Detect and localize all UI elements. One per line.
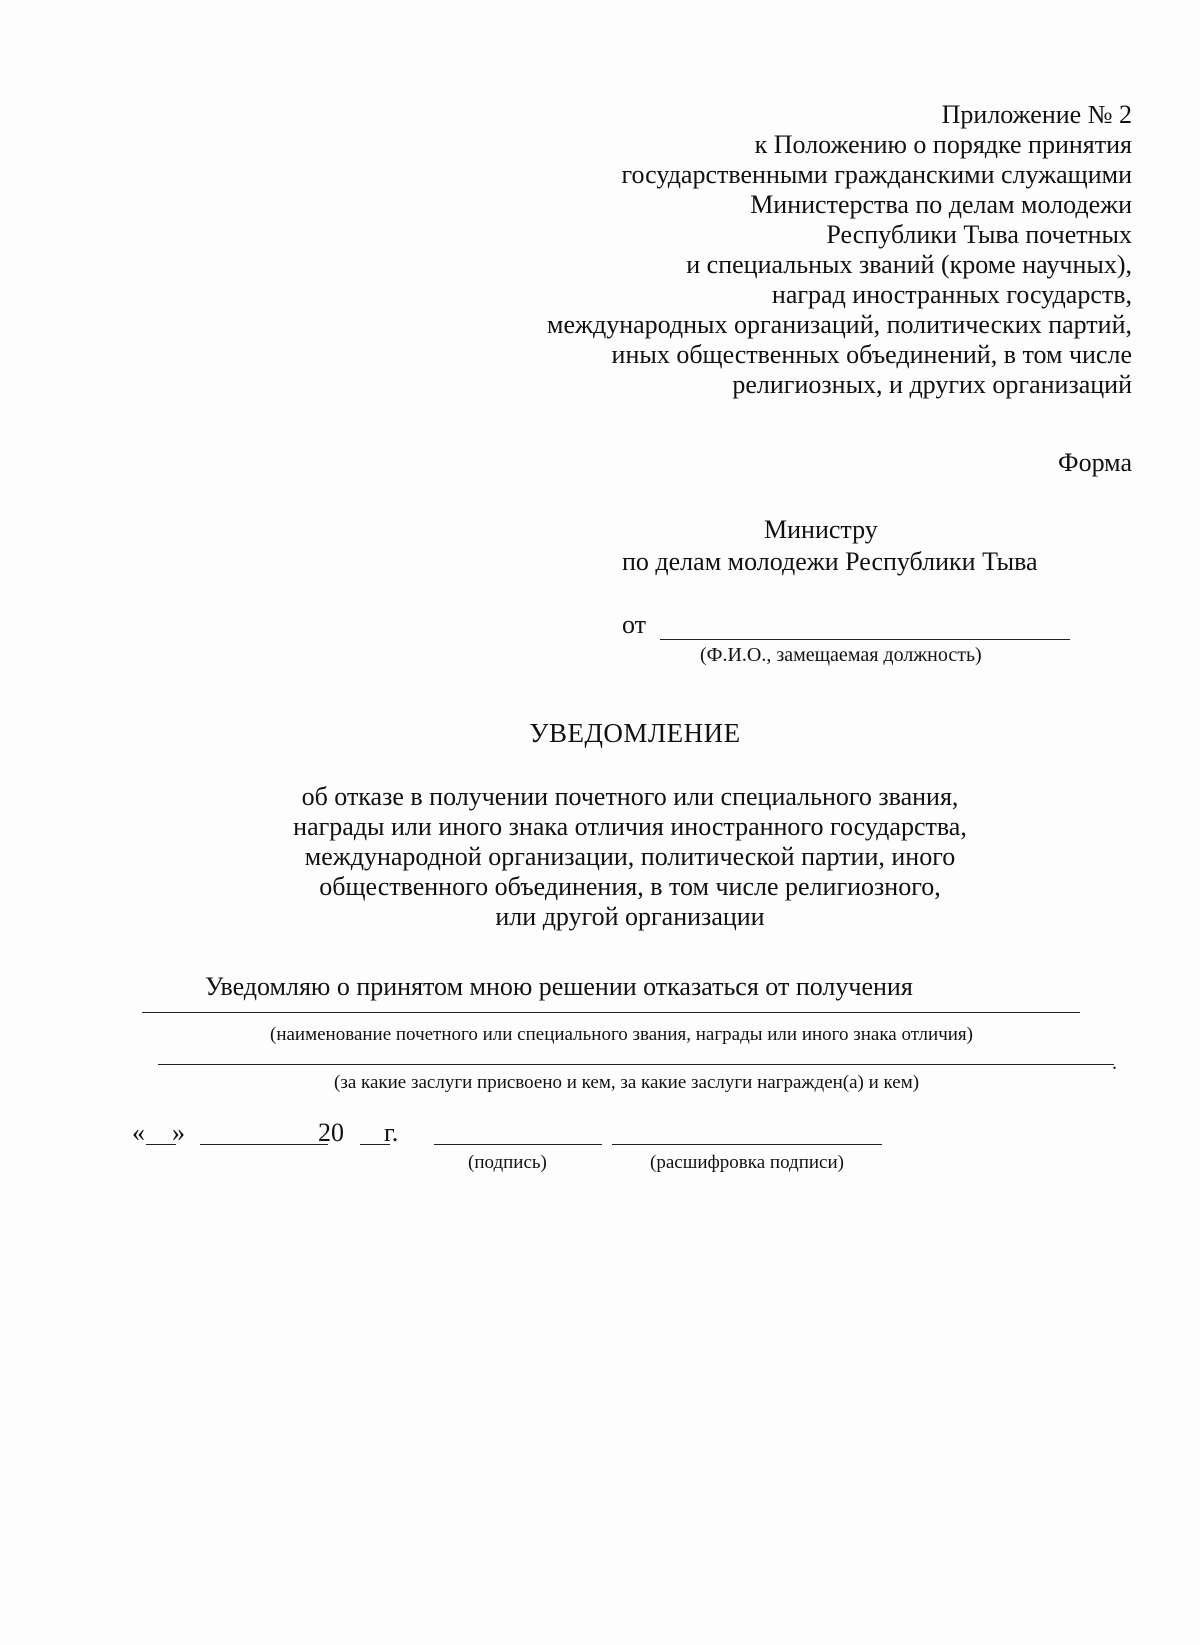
subtitle-line: международной организации, политической партии, иного bbox=[304, 842, 956, 871]
subtitle-line: об отказе в получении почетного или специального звания, bbox=[301, 782, 959, 811]
appendix-line: иных общественных объединений, в том числе bbox=[611, 340, 1132, 369]
signature-decode-field[interactable] bbox=[612, 1144, 882, 1145]
addressee-block bbox=[600, 514, 1120, 578]
year-prefix: 20 bbox=[318, 1118, 344, 1147]
signature-hint: (подпись) bbox=[468, 1152, 547, 1173]
appendix-header bbox=[432, 100, 1132, 400]
from-label: от bbox=[622, 610, 647, 639]
addressee-line-1: Министру bbox=[764, 515, 878, 544]
from-hint: (Ф.И.О., замещаемая должность) bbox=[700, 644, 982, 666]
appendix-line: международных организаций, политических партий, bbox=[547, 310, 1132, 339]
merits-hint: (за какие заслуги присвоено и кем, за какие заслуги награжден(а) и кем) bbox=[334, 1072, 920, 1093]
subtitle-line: или другой организации bbox=[495, 902, 765, 931]
award-name-hint: (наименование почетного или специального звания, награды или иного знака отличия) bbox=[270, 1024, 973, 1045]
appendix-line: наград иностранных государств, bbox=[771, 280, 1132, 309]
signature-field[interactable] bbox=[434, 1144, 602, 1145]
from-name-field[interactable] bbox=[660, 617, 1070, 640]
merits-field[interactable] bbox=[158, 1064, 1114, 1065]
month-field[interactable] bbox=[200, 1144, 328, 1145]
appendix-line: и специальных званий (кроме научных), bbox=[686, 250, 1132, 279]
document-title: УВЕДОМЛЕНИЕ bbox=[529, 718, 741, 748]
appendix-line: к Положению о порядке принятия bbox=[754, 130, 1132, 159]
document-subtitle bbox=[260, 782, 1000, 932]
award-name-field[interactable] bbox=[142, 1012, 1080, 1013]
day-field[interactable] bbox=[146, 1144, 176, 1145]
appendix-line: Министерства по делам молодежи bbox=[750, 190, 1132, 219]
quote-close: » bbox=[172, 1118, 185, 1147]
from-row bbox=[622, 610, 1070, 640]
addressee-line-2: по делам молодежи Республики Тыва bbox=[622, 547, 1038, 576]
appendix-line: Республики Тыва почетных bbox=[826, 220, 1132, 249]
appendix-line: Приложение № 2 bbox=[941, 100, 1132, 129]
appendix-line: религиозных, и других организаций bbox=[732, 370, 1132, 399]
signature-decode-hint: (расшифровка подписи) bbox=[650, 1152, 844, 1173]
merits-end-dot: . bbox=[1112, 1052, 1117, 1074]
subtitle-line: награды или иного знака отличия иностранного государства, bbox=[293, 812, 967, 841]
body-text: Уведомляю о принятом мною решении отказаться от получения bbox=[205, 972, 913, 1001]
year-suffix: г. bbox=[384, 1118, 399, 1147]
quote-open: « bbox=[132, 1118, 145, 1147]
year-field[interactable] bbox=[360, 1144, 390, 1145]
form-label: Форма bbox=[1058, 448, 1132, 477]
subtitle-line: общественного объединения, в том числе религиозного, bbox=[319, 872, 941, 901]
appendix-line: государственными гражданскими служащими bbox=[621, 160, 1132, 189]
